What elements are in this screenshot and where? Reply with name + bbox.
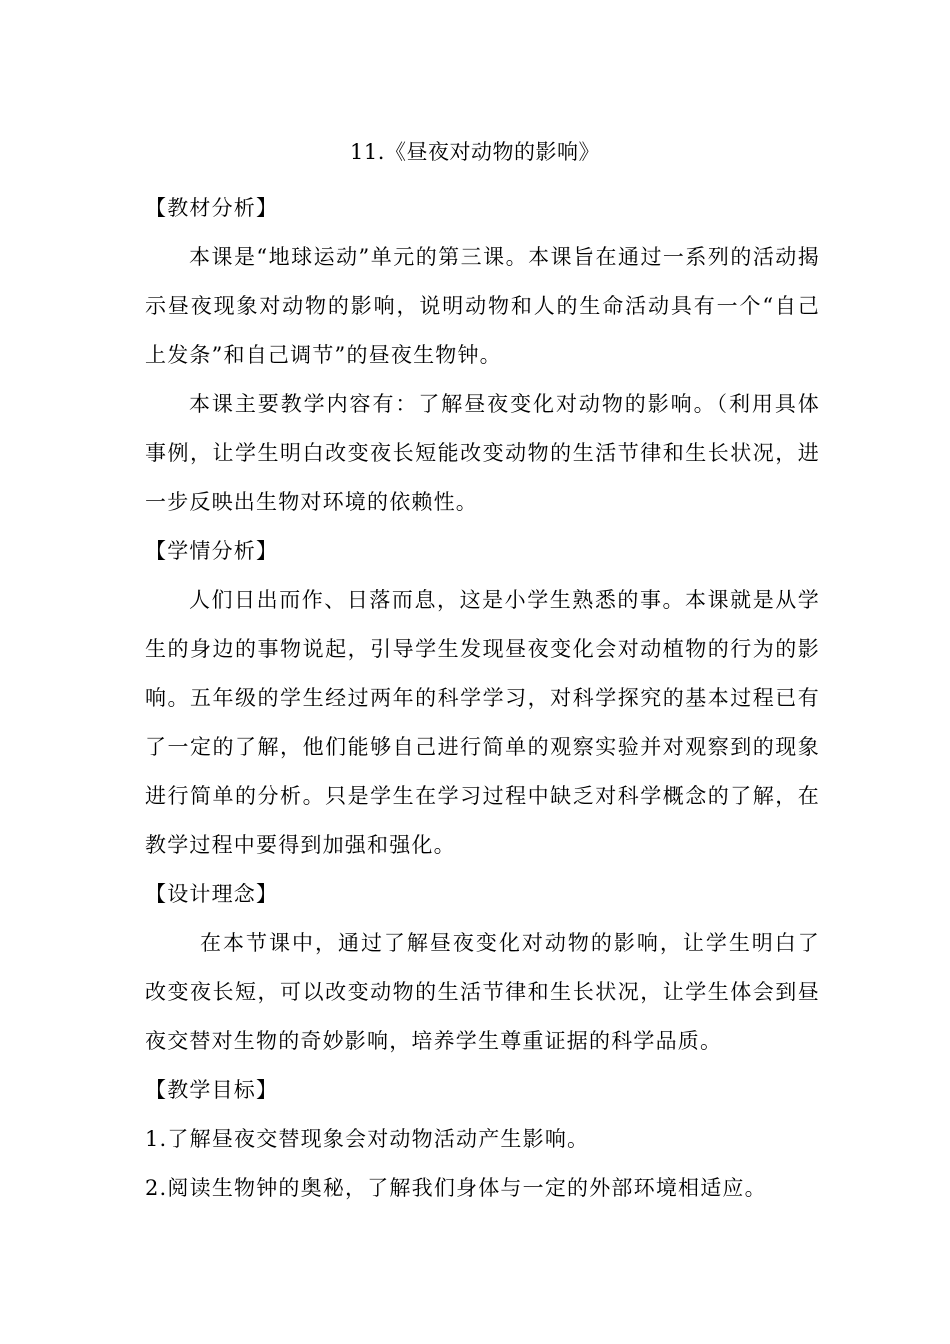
paragraph-textbook-analysis-2: 本课主要教学内容有：了解昼夜变化对动物的影响。（利用具体事例，让学生明白改变夜长短能改变动物的生活节律和生长状况，进一步反映出生物对环境的依赖性。: [145, 392, 820, 514]
document-title: 11.《昼夜对动物的影响》: [350, 140, 600, 164]
objective-item-1: 1.了解昼夜交替现象会对动物活动产生影响。: [145, 1127, 590, 1151]
section-heading-design-concept: 【设计理念】: [145, 882, 279, 906]
section-heading-textbook-analysis: 【教材分析】: [145, 196, 279, 220]
section-heading-student-analysis: 【学情分析】: [145, 539, 279, 563]
paragraph-student-analysis: 人们日出而作、日落而息，这是小学生熟悉的事。本课就是从学生的身边的事物说起，引导学生发现昼夜变化会对动植物的行为的影响。五年级的学生经过两年的科学学习，对科学探究的基本过程已有了一定的了解，他们能够自己进行简单的观察实验并对观察到的现象进行简单的分析。只是学生在学习过程中缺乏对科学概念的了解，在教学过程中要得到加强和强化。: [145, 588, 820, 857]
paragraph-design-concept: 在本节课中，通过了解昼夜变化对动物的影响，让学生明白了改变夜长短，可以改变动物的生活节律和生长状况，让学生体会到昼夜交替对生物的奇妙影响，培养学生尊重证据的科学品质。: [145, 931, 820, 1053]
document-body: [145, 184, 820, 1213]
paragraph-textbook-analysis-1: 本课是“地球运动”单元的第三课。本课旨在通过一系列的活动揭示昼夜现象对动物的影响，说明动物和人的生命活动具有一个“自己上发条”和自己调节”的昼夜生物钟。: [145, 245, 820, 367]
section-heading-teaching-objectives: 【教学目标】: [145, 1078, 279, 1102]
objective-item-2: 2.阅读生物钟的奥秘，了解我们身体与一定的外部环境相适应。: [145, 1176, 767, 1200]
